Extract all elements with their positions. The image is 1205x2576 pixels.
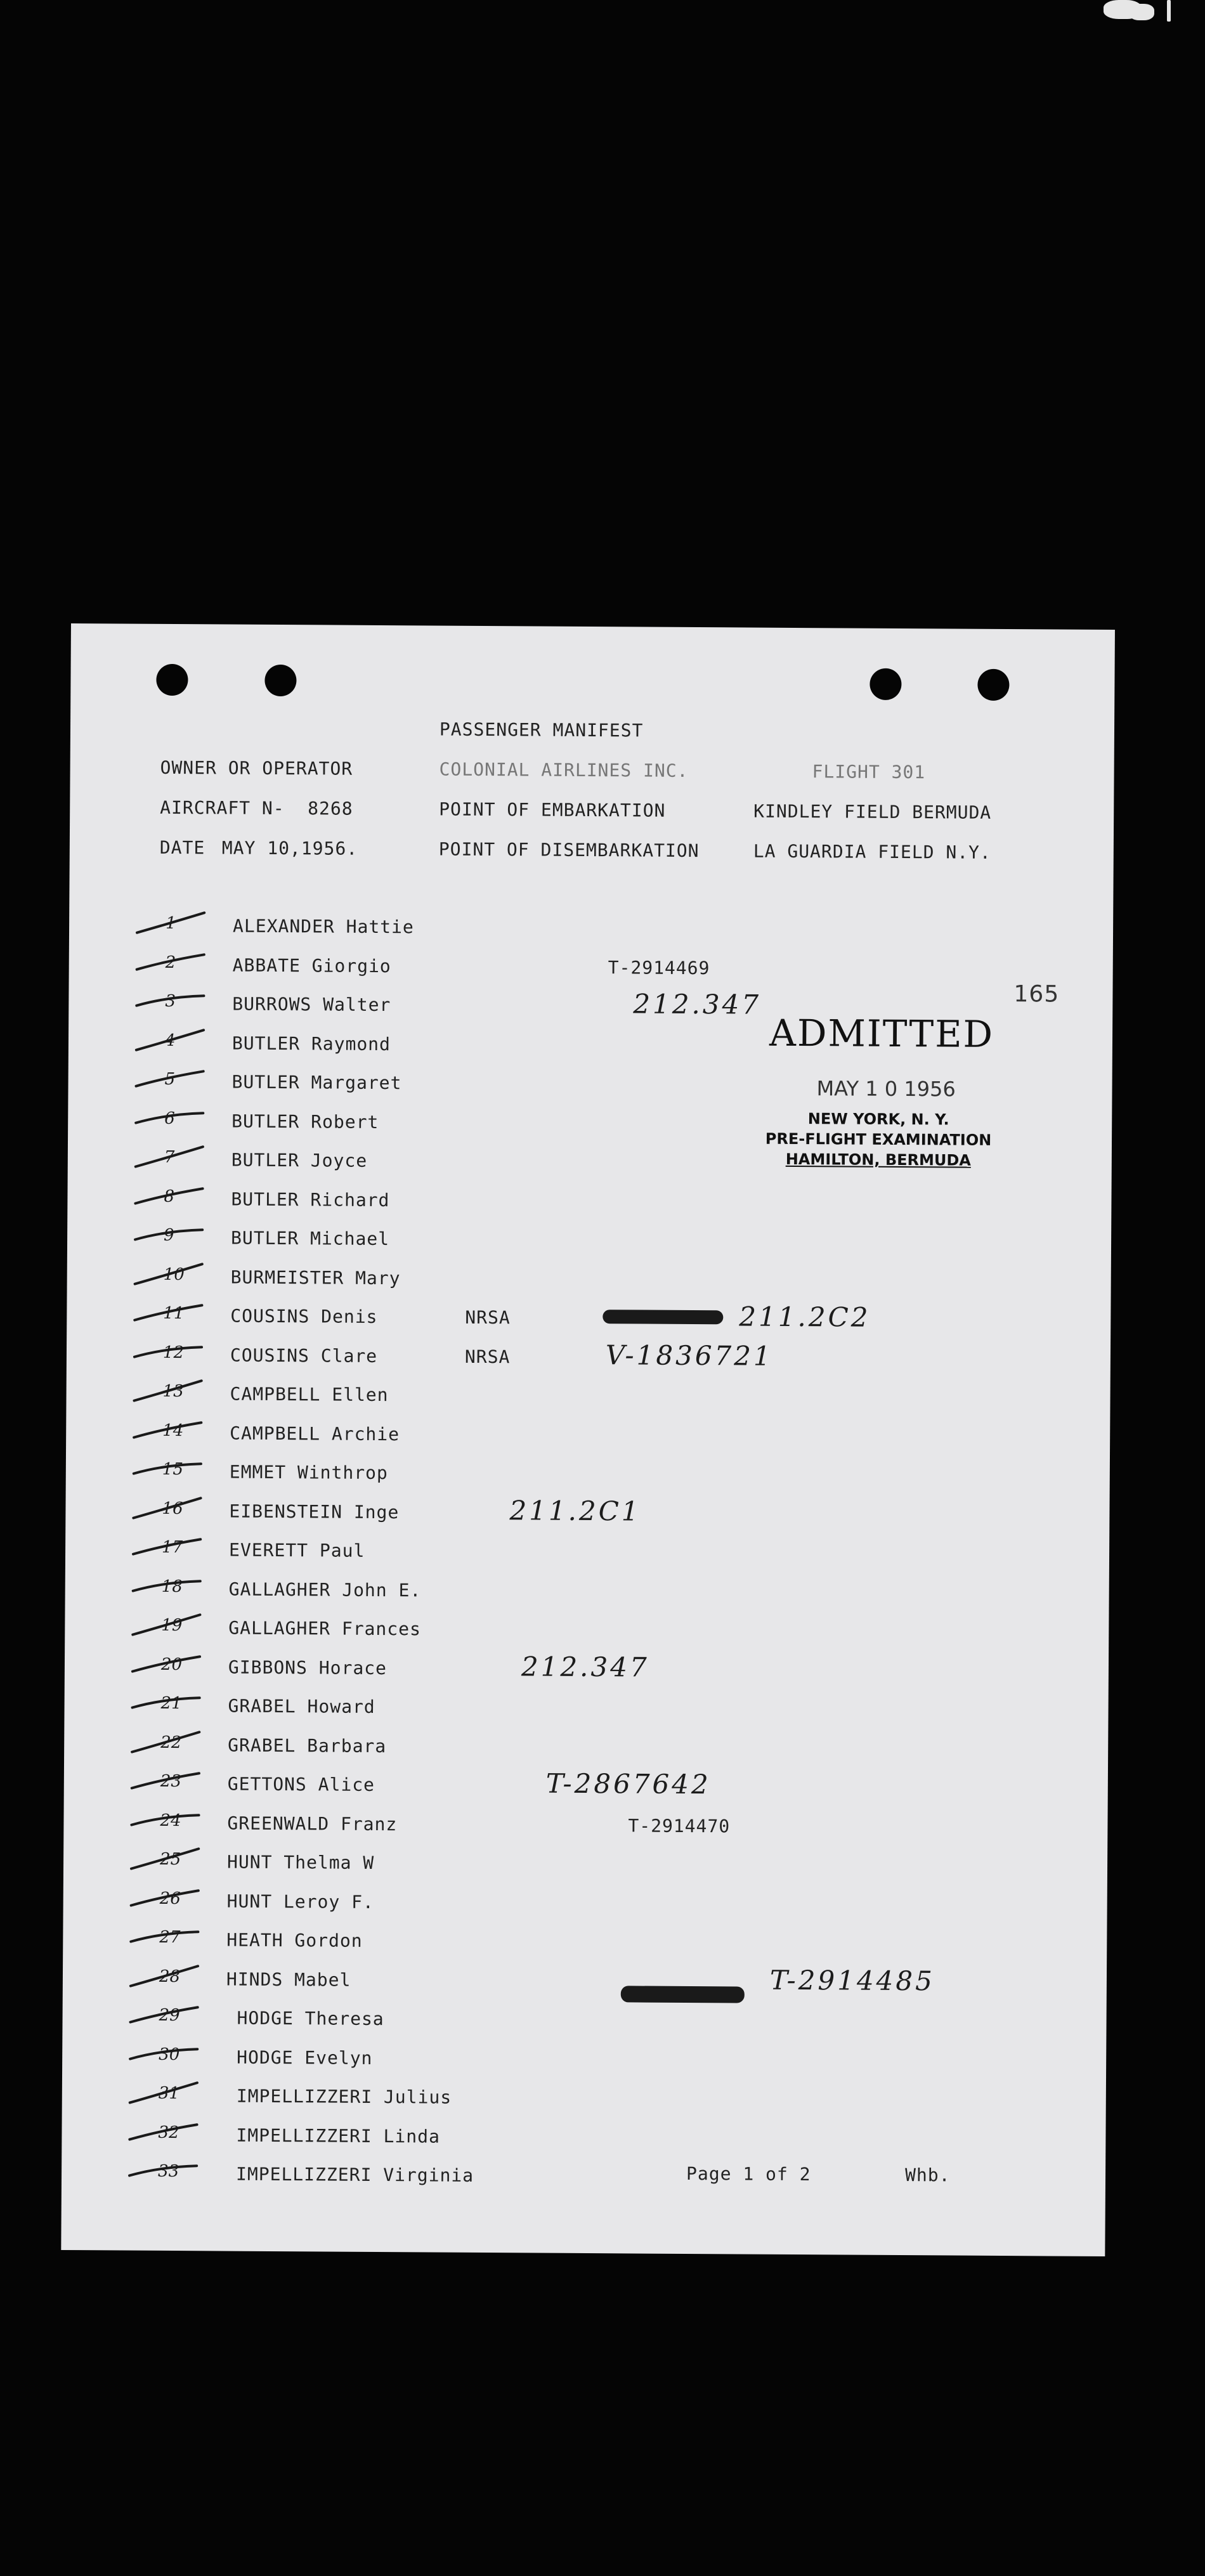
- row-number: 10: [163, 1265, 185, 1285]
- punch-hole: [264, 665, 296, 696]
- passenger-name: EIBENSTEIN Inge: [229, 1500, 400, 1523]
- status-code: NRSA: [464, 1346, 511, 1368]
- passenger-name: BUTLER Raymond: [231, 1032, 391, 1055]
- list-item: [65, 1536, 1080, 1578]
- aircraft-label: AIRCRAFT N-: [160, 797, 285, 819]
- redaction-mark: [602, 1310, 723, 1324]
- passenger-name: HUNT Leroy F.: [226, 1890, 374, 1913]
- passenger-name: BUTLER Joyce: [231, 1149, 368, 1171]
- stamp-line-3: HAMILTON, BERMUDA: [785, 1150, 972, 1169]
- passenger-name: GRABEL Barbara: [228, 1734, 387, 1757]
- list-item: [69, 912, 1084, 954]
- row-number: 3: [165, 991, 176, 1012]
- date-label: DATE: [159, 836, 205, 859]
- handwritten-note: V-1836721: [605, 1339, 773, 1372]
- passenger-name: HEATH Gordon: [226, 1929, 363, 1951]
- handwritten-note: 211.2C1: [509, 1495, 641, 1527]
- list-item: [64, 1731, 1079, 1773]
- flight-value: FLIGHT 301: [812, 761, 926, 783]
- list-item: [62, 2121, 1076, 2163]
- passenger-name: IMPELLIZZERI Virginia: [235, 2163, 474, 2186]
- row-number: 32: [158, 2123, 179, 2143]
- list-item: [64, 1767, 1079, 1812]
- handwritten-note: 211.2C2: [739, 1301, 871, 1333]
- manifest-sheet: [61, 623, 1115, 2256]
- row-number: 29: [159, 2005, 180, 2026]
- embark-label: POINT OF EMBARKATION: [439, 798, 666, 821]
- row-number: 14: [162, 1421, 184, 1441]
- list-item: [68, 1107, 1083, 1149]
- status-code: NRSA: [465, 1306, 511, 1329]
- row-number: 16: [162, 1499, 183, 1519]
- list-item: [65, 1575, 1079, 1617]
- list-item: [65, 1497, 1080, 1539]
- stamp-line-2: PRE-FLIGHT EXAMINATION: [765, 1129, 992, 1149]
- row-number: 18: [161, 1577, 183, 1597]
- row-number: 21: [160, 1693, 182, 1714]
- handwritten-note: 212.347: [633, 988, 762, 1020]
- row-number: 33: [158, 2161, 179, 2182]
- list-item: [66, 1380, 1081, 1422]
- passenger-name: HODGE Theresa: [237, 2007, 384, 2030]
- list-item: [68, 1029, 1083, 1071]
- row-number: 26: [159, 1889, 181, 1909]
- passenger-name: GALLAGHER John E.: [228, 1578, 422, 1601]
- list-item: [62, 2004, 1077, 2046]
- passenger-name: IMPELLIZZERI Julius: [236, 2085, 452, 2108]
- row-number: 20: [160, 1655, 183, 1675]
- passenger-name: ABBATE Giorgio: [232, 954, 391, 977]
- row-number: 31: [158, 2083, 180, 2104]
- list-item: [63, 1848, 1078, 1890]
- passenger-name: BURMEISTER Mary: [230, 1266, 401, 1289]
- passenger-name: BURROWS Walter: [232, 993, 391, 1016]
- passenger-name: COUSINS Clare: [230, 1344, 378, 1367]
- list-item: [63, 1926, 1078, 1968]
- handwritten-note: T-2867642: [545, 1767, 711, 1800]
- disembark-value: LA GUARDIA FIELD N.Y.: [753, 840, 991, 863]
- page-number: 165: [1013, 981, 1060, 1008]
- stamp-date: MAY 1 0 1956: [816, 1076, 956, 1102]
- handwritten-note: T-2914485: [769, 1964, 935, 1997]
- list-item: [67, 1185, 1082, 1227]
- passenger-name: CAMPBELL Ellen: [230, 1383, 389, 1406]
- list-item: [66, 1458, 1081, 1500]
- list-item: [67, 1302, 1081, 1344]
- row-number: 9: [164, 1225, 174, 1246]
- list-item: [62, 2082, 1077, 2124]
- list-item: [67, 1263, 1081, 1305]
- passenger-name: HODGE Evelyn: [237, 2046, 373, 2069]
- manifest-title: PASSENGER MANIFEST: [439, 719, 644, 741]
- row-number: 19: [161, 1615, 183, 1636]
- punch-hole: [977, 669, 1009, 701]
- passenger-name: COUSINS Denis: [230, 1305, 378, 1327]
- row-number: 7: [164, 1147, 175, 1168]
- row-number: 22: [160, 1733, 182, 1753]
- list-item: [63, 1809, 1078, 1851]
- list-item: [65, 1614, 1079, 1656]
- passenger-name: HUNT Thelma W: [226, 1851, 375, 1873]
- passenger-name: BUTLER Robert: [231, 1110, 379, 1133]
- passenger-name: GRABEL Howard: [228, 1695, 375, 1717]
- row-number: 2: [165, 953, 176, 973]
- row-number: 17: [162, 1537, 183, 1558]
- punch-hole: [156, 664, 188, 696]
- list-item: [68, 1146, 1083, 1188]
- disembark-label: POINT OF DISEMBARKATION: [438, 838, 700, 862]
- passenger-name: GIBBONS Horace: [228, 1656, 388, 1679]
- list-item: [64, 1692, 1079, 1734]
- list-item: [63, 1965, 1078, 2007]
- row-number: 25: [160, 1849, 181, 1870]
- aircraft-value: 8268: [308, 798, 353, 819]
- list-item: [62, 2043, 1077, 2085]
- passenger-name: GALLAGHER Frances: [228, 1617, 422, 1640]
- punch-hole: [870, 668, 901, 700]
- row-number: 6: [164, 1109, 175, 1129]
- passenger-name: BUTLER Michael: [230, 1227, 390, 1250]
- list-item: [65, 1653, 1079, 1695]
- redaction-mark: [621, 1986, 745, 2003]
- corner-mark: [1104, 0, 1180, 24]
- page-indicator: Page 1 of 2: [686, 2163, 811, 2185]
- passenger-name: BUTLER Richard: [231, 1188, 390, 1211]
- passenger-name: GREENWALD Franz: [227, 1812, 398, 1835]
- stamp-line-1: NEW YORK, N. Y.: [807, 1110, 949, 1129]
- row-number: 30: [159, 2045, 180, 2065]
- passenger-name: EVERETT Paul: [228, 1539, 365, 1561]
- passenger-name: BUTLER Margaret: [231, 1071, 402, 1094]
- passenger-name: CAMPBELL Archie: [230, 1422, 400, 1445]
- passenger-name: IMPELLIZZERI Linda: [236, 2124, 440, 2147]
- list-item: [63, 1887, 1078, 1929]
- row-number: 8: [164, 1187, 175, 1207]
- owner-value: COLONIAL AIRLINES INC.: [439, 758, 689, 781]
- list-item: [67, 1224, 1082, 1266]
- clerk-initials: Whb.: [904, 2164, 951, 2186]
- row-number: 5: [164, 1069, 176, 1090]
- passenger-name: ALEXANDER Hattie: [232, 915, 414, 938]
- row-number: 1: [166, 913, 176, 933]
- embark-value: KINDLEY FIELD BERMUDA: [753, 800, 992, 823]
- passenger-name: GETTONS Alice: [227, 1773, 375, 1795]
- row-number: 27: [159, 1927, 181, 1948]
- list-item: [68, 951, 1083, 993]
- handwritten-note: 212.347: [521, 1651, 649, 1683]
- list-item: [68, 990, 1083, 1032]
- document-number: T-2914470: [628, 1815, 731, 1837]
- passenger-name: HINDS Mabel: [226, 1968, 351, 1991]
- document-number: T-2914469: [608, 957, 710, 979]
- date-value: MAY 10,1956.: [221, 837, 358, 859]
- passenger-name: EMMET Winthrop: [229, 1461, 388, 1484]
- row-number: 28: [159, 1967, 181, 1987]
- row-number: 15: [162, 1459, 184, 1480]
- list-item: [68, 1068, 1083, 1110]
- row-number: 4: [164, 1031, 176, 1051]
- row-number: 23: [160, 1771, 182, 1792]
- row-number: 11: [163, 1303, 185, 1324]
- row-number: 24: [160, 1811, 181, 1831]
- row-number: 13: [162, 1381, 184, 1402]
- stamp-title: ADMITTED: [769, 1011, 994, 1056]
- owner-label: OWNER OR OPERATOR: [160, 757, 353, 779]
- list-item: [66, 1419, 1081, 1461]
- row-number: 12: [162, 1343, 185, 1363]
- list-item: [67, 1341, 1081, 1383]
